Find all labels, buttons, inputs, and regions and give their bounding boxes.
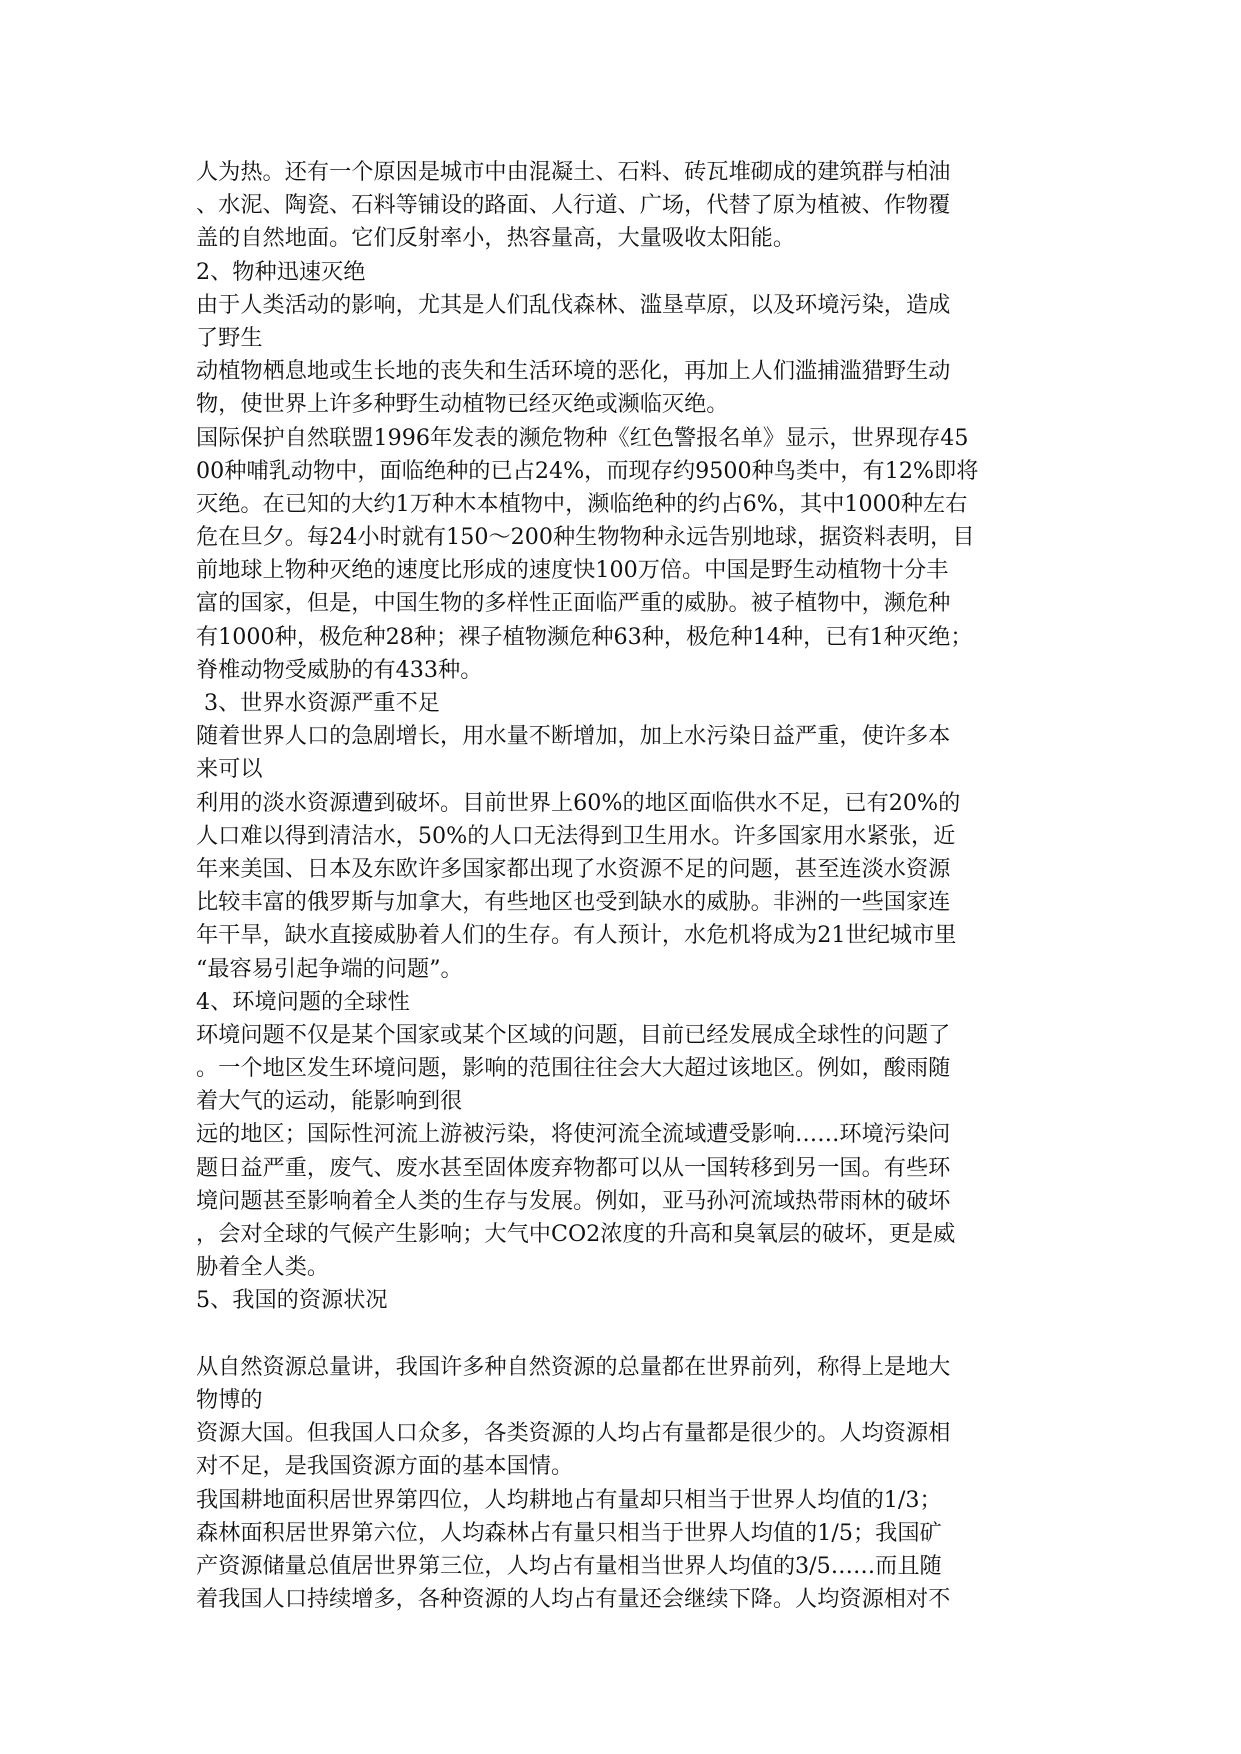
body-text-line: 题日益严重，废气、废水甚至固体废弃物都可以从一国转移到另一国。有些环 <box>196 1154 951 1181</box>
section-heading: 3、世界水资源严重不足 <box>204 690 440 716</box>
body-text-line: 环境问题不仅是某个国家或某个区域的问题，目前已经发展成全球性的问题了 <box>196 1021 951 1048</box>
body-text-line: 产资源储量总值居世界第三位，人均占有量相当世界人均值的3/5……而且随 <box>196 1552 942 1579</box>
blank-line <box>196 1318 1056 1351</box>
body-text-line: 着我国人口持续增多，各种资源的人均占有量还会继续下降。人均资源相对不 <box>196 1586 951 1613</box>
body-text-line: 危在旦夕。每24小时就有150～200种生物物种永远告别地球，据资料表明，目 <box>196 524 975 551</box>
body-text-line: 物博的 <box>196 1386 263 1413</box>
body-text-line: 前地球上物种灭绝的速度比形成的速度快100万倍。中国是野生动植物十分丰 <box>196 557 949 584</box>
body-text-line: 利用的淡水资源遭到破坏。目前世界上60%的地区面临供水不足，已有20%的 <box>196 789 961 816</box>
document-body <box>196 156 1056 1616</box>
section-heading: 2、物种迅速灭绝 <box>196 258 366 285</box>
body-text-line: 对不足，是我国资源方面的基本国情。 <box>196 1453 574 1480</box>
body-text-line: 着大气的运动，能影响到很 <box>196 1088 463 1115</box>
body-text-line: “最容易引起争端的问题”。 <box>196 955 463 982</box>
body-text-line: 远的地区；国际性河流上游被污染，将使河流全流域遭受影响……环境污染问 <box>196 1121 951 1148</box>
body-text-line: 灭绝。在已知的大约1万种木本植物中，濒临绝种的约占6%，其中1000种左右 <box>196 490 968 517</box>
body-text-line: 、水泥、陶瓷、石料等铺设的路面、人行道、广场，代替了原为植被、作物覆 <box>196 192 951 219</box>
body-text-line: 动植物栖息地或生长地的丧失和生活环境的恶化，再加上人们滥捕滥猎野生动 <box>196 358 951 385</box>
body-text-line: ，会对全球的气候产生影响；大气中CO2浓度的升高和臭氧层的破坏，更是威 <box>196 1221 956 1247</box>
body-text-line: 年干旱，缺水直接威胁着人们的生存。有人预计，水危机将成为21世纪城市里 <box>196 922 957 949</box>
body-text-line: 境问题甚至影响着全人类的生存与发展。例如，亚马孙河流域热带雨林的破坏 <box>196 1187 951 1214</box>
section-heading: 5、我国的资源状况 <box>196 1287 388 1314</box>
body-text-line: 随着世界人口的急剧增长，用水量不断增加，加上水污染日益严重，使许多本 <box>196 723 951 750</box>
body-text-line: 。一个地区发生环境问题，影响的范围往往会大大超过该地区。例如，酸雨随 <box>196 1055 951 1082</box>
body-text-line: 由于人类活动的影响，尤其是人们乱伐森林、滥垦草原，以及环境污染，造成 <box>196 291 951 318</box>
body-text-line: 盖的自然地面。它们反射率小，热容量高，大量吸收太阳能。 <box>196 225 796 252</box>
body-text-line: 森林面积居世界第六位，人均森林占有量只相当于世界人均值的1/5；我国矿 <box>196 1519 942 1546</box>
body-text-line: 我国耕地面积居世界第四位，人均耕地占有量却只相当于世界人均值的1/3； <box>196 1486 942 1513</box>
body-text-line: 人为热。还有一个原因是城市中由混凝土、石料、砖瓦堆砌成的建筑群与柏油 <box>196 159 951 185</box>
body-text-line: 资源大国。但我国人口众多，各类资源的人均占有量都是很少的。人均资源相 <box>196 1420 951 1447</box>
body-text-line: 人口难以得到清洁水，50%的人口无法得到卫生用水。许多国家用水紧张，近 <box>196 822 956 849</box>
body-text-line: 国际保护自然联盟1996年发表的濒危物种《红色警报名单》显示，世界现存45 <box>196 424 969 451</box>
section-heading: 4、环境问题的全球性 <box>196 988 410 1015</box>
body-text-line: 年来美国、日本及东欧许多国家都出现了水资源不足的问题，甚至连淡水资源 <box>196 855 951 882</box>
body-text-line: 从自然资源总量讲，我国许多种自然资源的总量都在世界前列，称得上是地大 <box>196 1353 951 1380</box>
body-text-line: 了野生 <box>196 324 263 351</box>
body-text-line: 有1000种，极危种28种；裸子植物濒危种63种，极危种14种，已有1种灭绝； <box>196 623 973 650</box>
body-text-line: 比较丰富的俄罗斯与加拿大，有些地区也受到缺水的威胁。非洲的一些国家连 <box>196 889 951 916</box>
body-text-line: 00种哺乳动物中，面临绝种的已占24%，而现存约9500种鸟类中，有12%即将 <box>196 457 979 484</box>
body-text-line: 脊椎动物受威胁的有433种。 <box>196 656 483 683</box>
body-text-line: 来可以 <box>196 756 263 783</box>
body-text-line: 胁着全人类。 <box>196 1254 330 1281</box>
body-text-line: 富的国家，但是，中国生物的多样性正面临严重的威胁。被子植物中，濒危种 <box>196 590 951 617</box>
body-text-line: 物，使世界上许多种野生动植物已经灭绝或濒临灭绝。 <box>196 391 729 418</box>
